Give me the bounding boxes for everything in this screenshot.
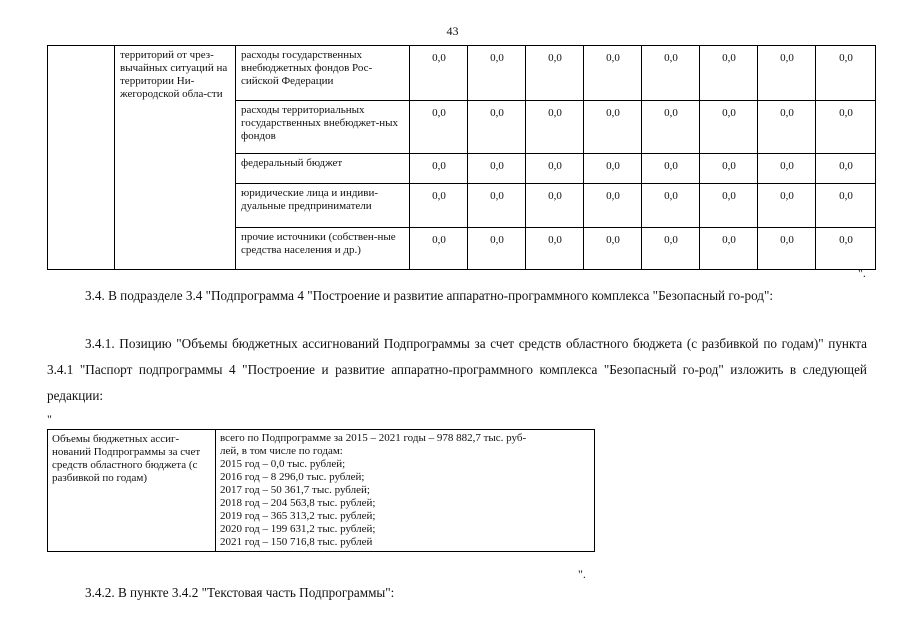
funding-source: расходы территориальных государственных внебюджет-ных фондов — [236, 101, 410, 154]
value-cell: 0,0 — [642, 228, 700, 270]
value-cell: 0,0 — [642, 101, 700, 154]
allocation-line: 2018 год – 204 563,8 тыс. рублей; — [220, 497, 376, 509]
value-cell: 0,0 — [816, 46, 876, 101]
funding-source: федеральный бюджет — [236, 154, 410, 184]
table1-closing-quote: ". — [858, 266, 866, 280]
allocation-values — [216, 430, 595, 552]
allocation-line: лей, в том числе по годам: — [220, 445, 343, 457]
value-cell: 0,0 — [468, 154, 526, 184]
value-cell: 0,0 — [526, 46, 584, 101]
value-cell: 0,0 — [526, 154, 584, 184]
value-cell: 0,0 — [700, 184, 758, 228]
value-cell: 0,0 — [816, 154, 876, 184]
value-cell: 0,0 — [584, 154, 642, 184]
value-cell: 0,0 — [758, 154, 816, 184]
value-cell: 0,0 — [526, 228, 584, 270]
allocation-line: 2017 год – 50 361,7 тыс. рублей; — [220, 484, 370, 496]
allocation-line: 2019 год – 365 313,2 тыс. рублей; — [220, 510, 376, 522]
merged-label: территорий от чрез-вычайных ситуаций на территории Ни-жегородской обла-сти — [115, 46, 236, 270]
value-cell: 0,0 — [758, 184, 816, 228]
value-cell: 0,0 — [700, 46, 758, 101]
value-cell: 0,0 — [584, 101, 642, 154]
value-cell: 0,0 — [410, 154, 468, 184]
open-quote: " — [47, 412, 52, 426]
value-cell: 0,0 — [700, 228, 758, 270]
value-cell: 0,0 — [700, 154, 758, 184]
value-cell: 0,0 — [816, 184, 876, 228]
paragraph-3-4-2: 3.4.2. В пункте 3.4.2 "Текстовая часть Подпрограммы": — [85, 585, 395, 600]
page-number: 43 — [446, 24, 459, 38]
value-cell: 0,0 — [816, 228, 876, 270]
paragraph-3-4: 3.4. В подразделе 3.4 "Подпрограмма 4 "Построение и развитие аппаратно-программного комплекса "Безопасный го-род": — [85, 288, 774, 303]
value-cell: 0,0 — [700, 101, 758, 154]
value-cell: 0,0 — [642, 154, 700, 184]
allocation-line: 2016 год – 8 296,0 тыс. рублей; — [220, 471, 365, 483]
table-row — [48, 46, 876, 101]
funding-table — [47, 45, 876, 270]
value-cell: 0,0 — [642, 184, 700, 228]
funding-source: прочие источники (собствен-ные средства населения и др.) — [236, 228, 410, 270]
value-cell: 0,0 — [468, 101, 526, 154]
value-cell: 0,0 — [584, 46, 642, 101]
value-cell: 0,0 — [526, 184, 584, 228]
value-cell: 0,0 — [526, 101, 584, 154]
value-cell: 0,0 — [758, 46, 816, 101]
value-cell: 0,0 — [410, 101, 468, 154]
allocation-line: 2020 год – 199 631,2 тыс. рублей; — [220, 523, 376, 535]
value-cell: 0,0 — [642, 46, 700, 101]
paragraph-3-4-1: 3.4.1. Позицию "Объемы бюджетных ассигнований Подпрограммы за счет средств областного бюджета (с разбивкой по годам)" пункта 3.4.1 "Паспорт подпрограммы 4 "Построение и развитие аппаратно-программного комплекса "Безопасный го-род" изложить в следующей редакции: — [47, 336, 867, 403]
value-cell: 0,0 — [816, 101, 876, 154]
table2-closing-quote: ". — [578, 567, 586, 581]
value-cell: 0,0 — [410, 46, 468, 101]
funding-source: расходы государственных внебюджетных фондов Рос-сийской Федерации — [236, 46, 410, 101]
allocation-line: 2015 год – 0,0 тыс. рублей; — [220, 458, 346, 470]
value-cell: 0,0 — [410, 228, 468, 270]
allocation-label: Объемы бюджетных ассиг-нований Подпрограммы за счет средств областного бюджета (с разбивкой по годам) — [48, 430, 216, 552]
value-cell: 0,0 — [584, 184, 642, 228]
funding-source: юридические лица и индиви-дуальные предприниматели — [236, 184, 410, 228]
allocation-line: всего по Подпрограмме за 2015 – 2021 годы – 978 882,7 тыс. руб- — [220, 432, 527, 444]
value-cell: 0,0 — [584, 228, 642, 270]
allocation-line: 2021 год – 150 716,8 тыс. рублей — [220, 536, 373, 548]
budget-allocation-table — [47, 429, 595, 552]
value-cell: 0,0 — [468, 228, 526, 270]
empty-cell — [48, 46, 115, 270]
value-cell: 0,0 — [468, 184, 526, 228]
value-cell: 0,0 — [758, 101, 816, 154]
value-cell: 0,0 — [410, 184, 468, 228]
value-cell: 0,0 — [758, 228, 816, 270]
value-cell: 0,0 — [468, 46, 526, 101]
